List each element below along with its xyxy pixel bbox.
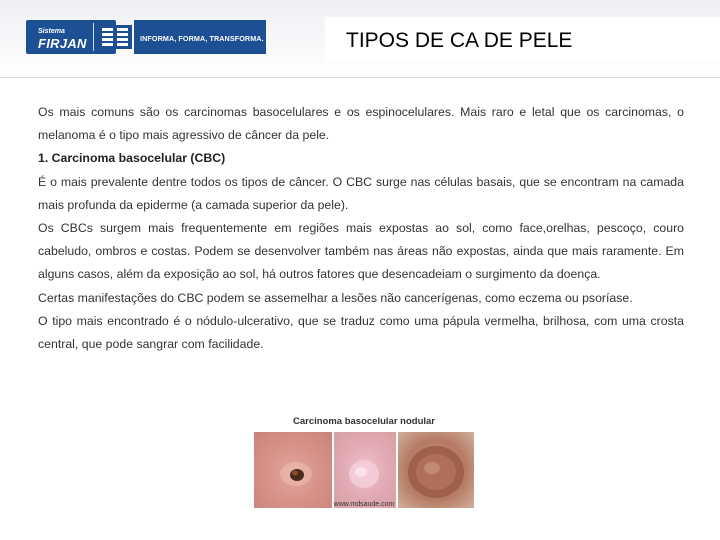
- paragraph-manifestations: Certas manifestações do CBC podem se assemelhar a lesões não cancerígenas, como eczema ou psoríase.: [38, 290, 633, 305]
- lesion-photo-1: [254, 432, 332, 508]
- figure-credit: www.mdsaude.com: [333, 501, 395, 508]
- firjan-emblem-icon: [98, 25, 132, 49]
- paragraph-intro: Os mais comuns são os carcinomas basocelulares e os espinocelulares. Mais raro e letal que os carcinomas, o melanoma é o tipo mais agressivo de câncer da pele.: [38, 105, 684, 143]
- paragraph-regions: Os CBCs surgem mais frequentemente em regiões mais expostas ao sol, como face,orelhas, pescoço, couro cabeludo, ombros e costas. Podem se desenvolver também nas áreas não expostas, ainda que mais raramente. Em alguns casos, além da exposição ao sol, há outros fatores que desencadeiam o surgimento da doença.: [38, 221, 684, 282]
- logo-sistema-text: Sistema: [38, 28, 65, 35]
- content: [38, 101, 684, 356]
- paragraph-type: O tipo mais encontrado é o nódulo-ulcerativo, que se traduz como uma pápula vermelha, brilhosa, com uma crosta central, que pode sangrar com facilidade.: [38, 313, 684, 352]
- tagline: INFORMA, FORMA, TRANSFORMA.: [140, 34, 264, 43]
- page-title: TIPOS DE CA DE PELE: [346, 29, 573, 52]
- logo-firjan-text: FIRJAN: [38, 36, 87, 51]
- figure: [252, 412, 476, 516]
- paragraph-prevalence: É o mais prevalente dentre todos os tipos de câncer. O CBC surge nas células basais, que se encontram na camada mais profunda da epiderme (a camada superior da pele).: [38, 174, 684, 212]
- logo-divider: [93, 23, 94, 51]
- lesion-photo-3: [398, 432, 474, 508]
- figure-caption: Carcinoma basocelular nodular: [292, 416, 435, 427]
- lesion-photo-2: [334, 432, 396, 508]
- section-heading: 1. Carcinoma basocelular (CBC): [38, 151, 226, 166]
